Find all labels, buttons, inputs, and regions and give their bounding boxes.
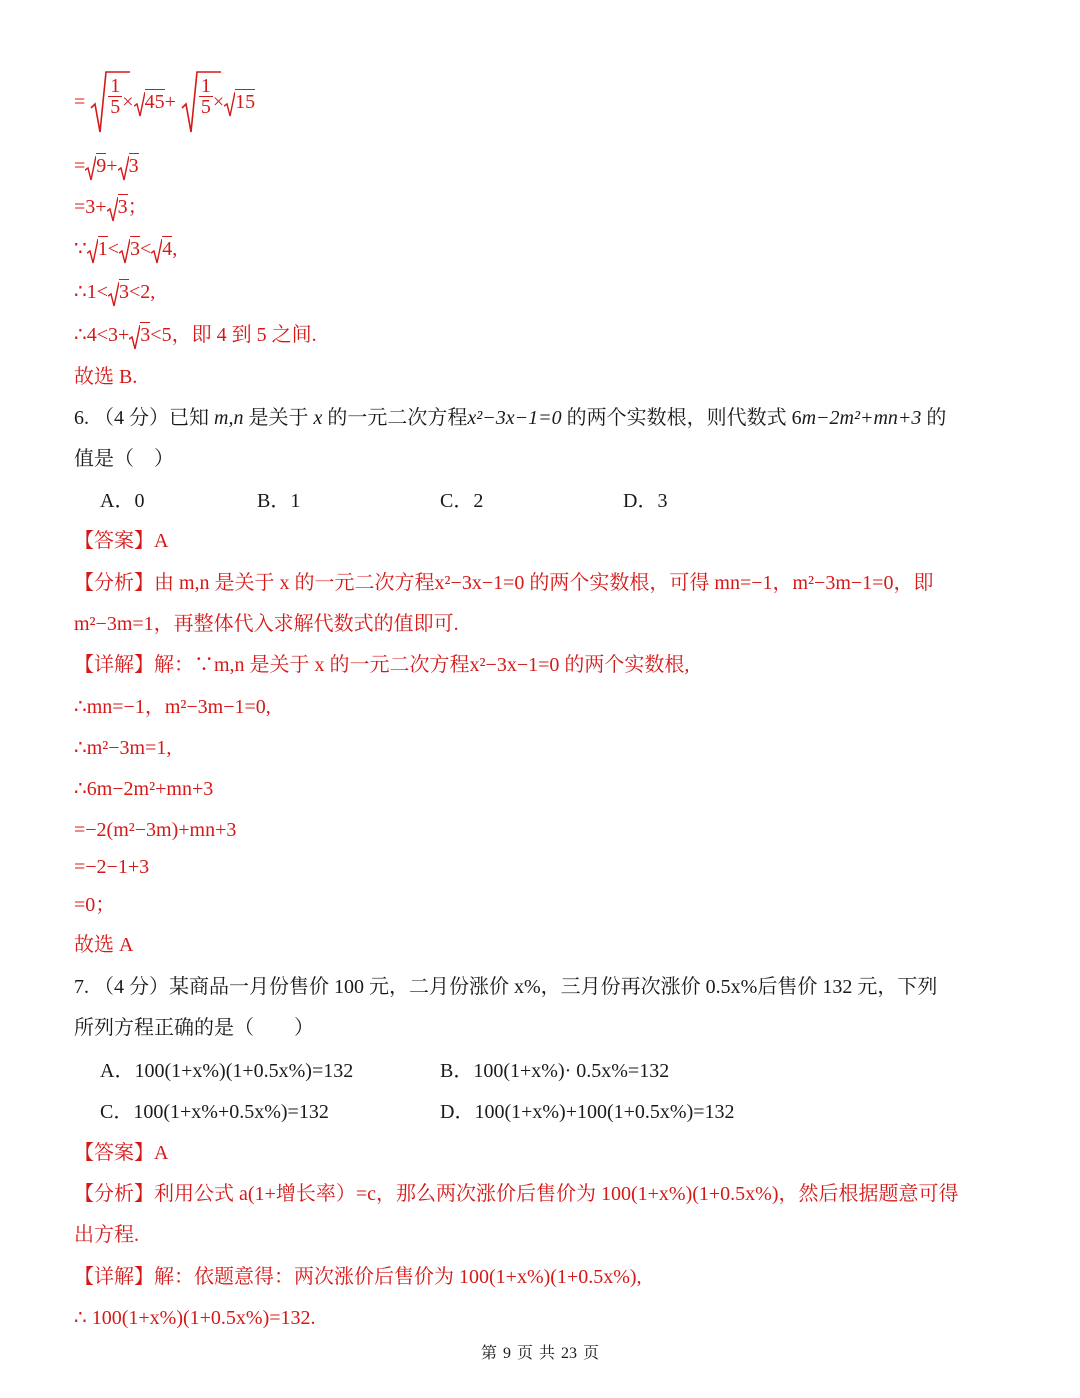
q7-analysis-line-1: 【分析】利用公式 a(1+增长率）=c，那么两次涨价后售价为 100(1+x%)(1+0.5x%)，然后根据题意可得 — [74, 1183, 959, 1205]
q6-option-b: B．1 — [257, 490, 301, 512]
text: 第 — [480, 1345, 497, 1362]
q7-option-c: C．100(1+x%+0.5x%)=132 — [100, 1101, 329, 1123]
text: ∴1< — [74, 281, 109, 303]
q6-analysis-line-1: 【分析】由 m,n 是关于 x 的一元二次方程x²−3x−1=0 的两个实数根，可得 mn=−1，m²−3m−1=0，即 — [74, 572, 934, 594]
q7-detail-line-2: ∴ 100(1+x%)(1+0.5x%)=132. — [74, 1307, 316, 1329]
q6-stem-line-1 — [74, 405, 946, 431]
text: =3+ — [74, 196, 107, 218]
text: < — [140, 238, 152, 260]
q6-detail-line-2: ∴mn=−1，m²−3m−1=0, — [74, 696, 271, 718]
text: <2, — [129, 281, 156, 303]
derivation-line-1 — [74, 70, 255, 140]
text: + — [106, 155, 118, 177]
expression: m−2m²+mn+3 — [801, 407, 922, 429]
derivation-line-3 — [74, 194, 148, 220]
radicand: 3 — [130, 238, 141, 260]
sqrt-4 — [151, 236, 172, 262]
sqrt-3 — [107, 194, 128, 220]
sqrt-9 — [85, 153, 106, 179]
q7-option-a: A．100(1+x%)(1+0.5x%)=132 — [100, 1060, 354, 1082]
text: < — [107, 238, 120, 260]
plus-sign: + — [164, 91, 176, 113]
radical-symbol-icon — [134, 91, 145, 117]
fraction-denominator: 5 — [200, 96, 211, 118]
text: , — [172, 238, 178, 260]
radicand: 3 — [119, 281, 130, 303]
q6-stem-line-2: 值是（ ） — [74, 448, 174, 470]
derivation-line-2 — [74, 153, 139, 179]
radical-symbol-icon — [108, 281, 119, 307]
page-footer — [0, 1340, 1080, 1363]
q6-detail-line-6: =−2−1+3 — [74, 856, 150, 878]
q6-analysis-line-2: m²−3m=1，再整体代入求解代数式的值即可. — [74, 613, 459, 635]
equals-sign: = — [74, 91, 86, 113]
radicand: 3 — [140, 324, 151, 346]
radicand: 1 — [97, 238, 108, 260]
choice-conclusion: 故选 B. — [74, 366, 138, 388]
text: 的 — [921, 407, 947, 429]
text: x — [313, 407, 323, 429]
sqrt-3 — [119, 236, 140, 262]
text: 是关于 — [243, 407, 314, 429]
radical-symbol-icon — [118, 155, 129, 181]
radical-symbol-icon — [181, 70, 221, 134]
q6-detail-line-5: =−2(m²−3m)+mn+3 — [74, 819, 237, 841]
text: 页 — [516, 1345, 533, 1362]
text: 共 — [539, 1345, 556, 1362]
radical-symbol-icon — [151, 238, 162, 264]
radicand: 4 — [162, 238, 173, 260]
text: ∴4<3+ — [74, 324, 130, 346]
text: = — [74, 155, 86, 177]
q6-detail-line-7: =0； — [74, 894, 116, 916]
radical-symbol-icon — [129, 324, 140, 350]
q7-answer: 【答案】A — [74, 1142, 169, 1164]
q7-stem-line-1: 7. （4 分）某商品一月份售价 100 元，二月份涨价 x%，三月份再次涨价 0.5x%后售价 132 元，下列 — [74, 976, 938, 998]
page-number: 9 — [502, 1345, 511, 1362]
sqrt-3 — [129, 322, 150, 348]
radical-symbol-icon — [90, 70, 130, 134]
q6-answer: 【答案】A — [74, 530, 169, 552]
q6-detail-line-4: ∴6m−2m²+mn+3 — [74, 778, 214, 800]
radical-symbol-icon — [224, 91, 235, 117]
radical-fraction-1 — [90, 70, 122, 134]
radicand: 9 — [96, 155, 107, 177]
total-pages: 23 — [561, 1345, 578, 1362]
text: 的两个实数根，则代数式 6 — [561, 407, 802, 429]
sqrt-15 — [224, 89, 255, 115]
because-symbol: ∵ — [74, 238, 87, 260]
radical-symbol-icon — [85, 155, 96, 181]
sqrt-3 — [118, 153, 139, 179]
text: <5，即 4 到 5 之间. — [150, 324, 317, 346]
q7-detail-line-1: 【详解】解：依题意得：两次涨价后售价为 100(1+x%)(1+0.5x%), — [74, 1266, 642, 1288]
q7-analysis-line-2: 出方程. — [74, 1224, 139, 1246]
q6-detail-line-8: 故选 A — [74, 934, 134, 956]
radical-symbol-icon — [87, 238, 98, 264]
text: 6. （4 分）已知 — [74, 407, 214, 429]
times-sign: × — [122, 91, 134, 113]
q6-option-d: D．3 — [623, 490, 668, 512]
text: m,n — [214, 407, 244, 429]
radicand: 45 — [144, 91, 165, 113]
radical-symbol-icon — [107, 196, 118, 222]
q7-stem-line-2: 所列方程正确的是（ ） — [74, 1017, 314, 1039]
q6-detail-line-3: ∴m²−3m=1, — [74, 737, 172, 759]
radicand: 3 — [117, 196, 128, 218]
sqrt-1 — [87, 236, 108, 262]
radical-symbol-icon — [119, 238, 130, 264]
q6-detail-line-1: 【详解】解：∵m,n 是关于 x 的一元二次方程x²−3x−1=0 的两个实数根, — [74, 654, 690, 676]
fraction-numerator: 1 — [200, 75, 211, 97]
text: 的一元二次方程 — [322, 407, 468, 429]
q7-option-d: D．100(1+x%)+100(1+0.5x%)=132 — [440, 1101, 735, 1123]
radical-fraction-2 — [181, 70, 213, 134]
text: 页 — [583, 1345, 600, 1362]
text: ； — [127, 196, 148, 218]
derivation-line-6 — [74, 322, 317, 348]
equation: x²−3x−1=0 — [467, 407, 562, 429]
fraction-numerator: 1 — [110, 75, 121, 97]
q6-option-a: A．0 — [100, 490, 145, 512]
radicand: 15 — [235, 91, 256, 113]
times-sign: × — [212, 91, 225, 113]
sqrt-3 — [108, 279, 129, 305]
derivation-line-4 — [74, 236, 177, 262]
q7-option-b: B．100(1+x%)· 0.5x%=132 — [440, 1060, 670, 1082]
radicand: 3 — [128, 155, 139, 177]
q6-option-c: C．2 — [440, 490, 484, 512]
fraction-denominator: 5 — [110, 96, 121, 118]
sqrt-45 — [134, 89, 165, 115]
derivation-line-5 — [74, 279, 155, 305]
